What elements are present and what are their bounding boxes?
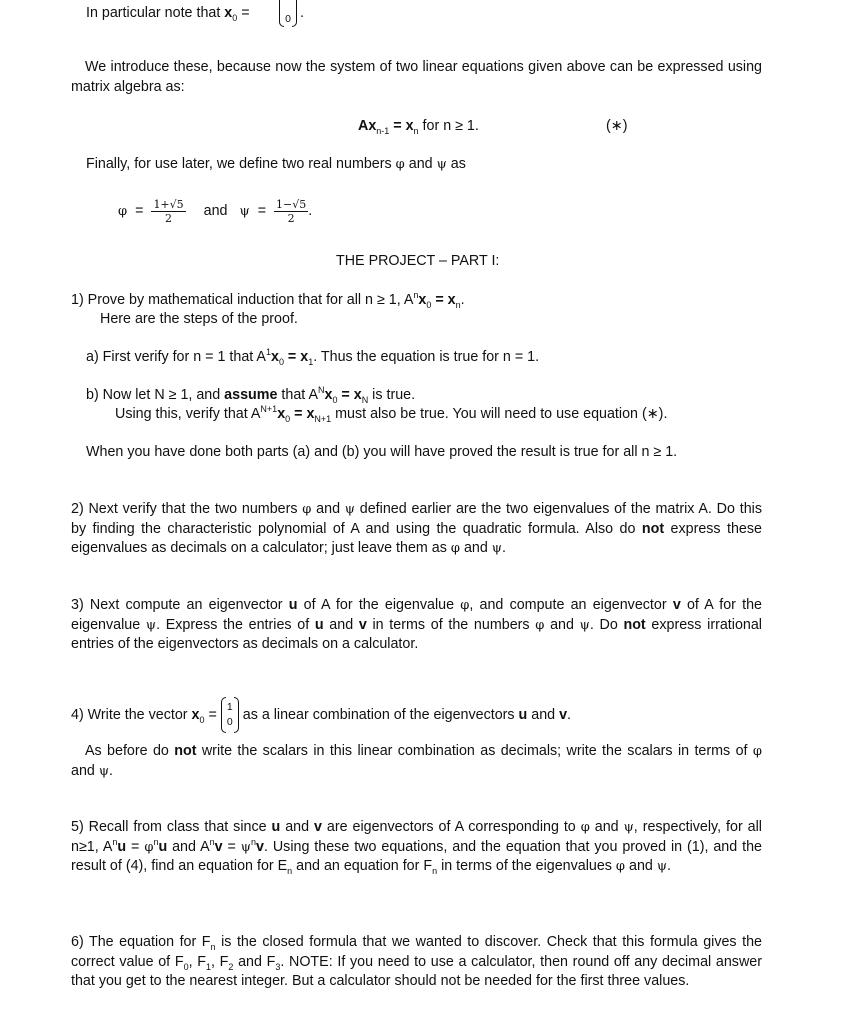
q4-paragraph2: As before do not write the scalars in this linear combination as decimals; write the scalars in terms of φ and ψ. — [71, 743, 762, 779]
matrix-intro-paragraph: We introduce these, because now the system of two linear equations given above can be expressed using matrix algebra as: — [71, 59, 762, 95]
q4-line1: 4) Write the vector $x_0$ = 1 0 as a linear combination of the eigenvectors u and v. — [71, 696, 571, 734]
phi-psi-formulas: φ = $\frac{1+√5}{2}$ and ψ = $\frac{1-√5}{2}$ . — [118, 197, 313, 225]
x0-column-vector: 1 0 — [221, 697, 239, 733]
project-heading: THE PROJECT – PART I: — [336, 253, 500, 269]
psi-fraction: $\frac{1-√5}{2}$ — [276, 197, 307, 225]
define-line: Finally, for use later, we define two real numbers φ and ψ as — [86, 156, 466, 172]
q1-part-b-line2: Using this, verify that $A^{N+1}x_0 = x_{N+1}$ must also be true. You will need to use equation (∗). — [115, 404, 668, 424]
q1-line2: Here are the steps of the proof. — [100, 311, 298, 327]
q1-closing: When you have done both parts (a) and (b) you will have proved the result is true for all n ≥ 1. — [86, 444, 678, 460]
phi-fraction: $\frac{1+√5}{2}$ — [153, 197, 184, 225]
equation-star: $Ax_{n-1} = x_n$ for n ≥ 1. — [358, 118, 479, 136]
q3-paragraph: 3) Next compute an eigenvector u of A for the eigenvalue φ, and compute an eigenvector v of A for the eigenvalue ψ. Express the entries of u and v in terms of the numbers φ and ψ. Do not express irrational entries of the eigenvectors as decimals on a calculator. — [71, 597, 762, 652]
q2-paragraph: 2) Next verify that the two numbers φ and ψ defined earlier are the two eigenvalues of the matrix A. Do this by finding the characteristic polynomial of A and using the quadratic formula. Also do not express these eigenvalues as decimals on a calculator; just leave them as φ and ψ. — [71, 501, 762, 556]
q1-part-a: a) First verify for n = 1 that $A^1x_0 = x_1$. Thus the equation is true for n = 1. — [86, 347, 540, 367]
q1-line1: 1) Prove by mathematical induction that for all n ≥ 1, $A^nx_0 = x_n$. — [71, 290, 465, 310]
q5-paragraph: 5) Recall from class that since u and v are eigenvectors of A corresponding to φ and ψ, respectively, for all n≥1, $A^nu = \varphi^nu$ and $A^nv = \psi^nv$. Using these two equations, and the equation that you proved in (1), and the result of (4), find an equation for $E_n$ and an equation for $F_n$ in terms of the eigenvalues φ and ψ. — [71, 819, 762, 876]
note-line: In particular note that $x_0$ = 0 . — [86, 4, 250, 24]
q6-paragraph: 6) The equation for $F_n$ is the closed formula that we wanted to discover. Check that this formula gives the correct value of $F_0$, $F_1$, $F_2$ and $F_3$. NOTE: If you need to use a calculator, then round off any decimal answer that you get to the nearest integer. But a calculator should not be needed for the first three values. — [71, 934, 762, 989]
q1-part-b-line1: b) Now let N ≥ 1, and assume that $A^Nx_0 = x_N$ is true. — [86, 385, 416, 405]
equation-tag: (∗) — [606, 118, 628, 134]
x0-vector-cropped: 0 — [279, 0, 297, 27]
